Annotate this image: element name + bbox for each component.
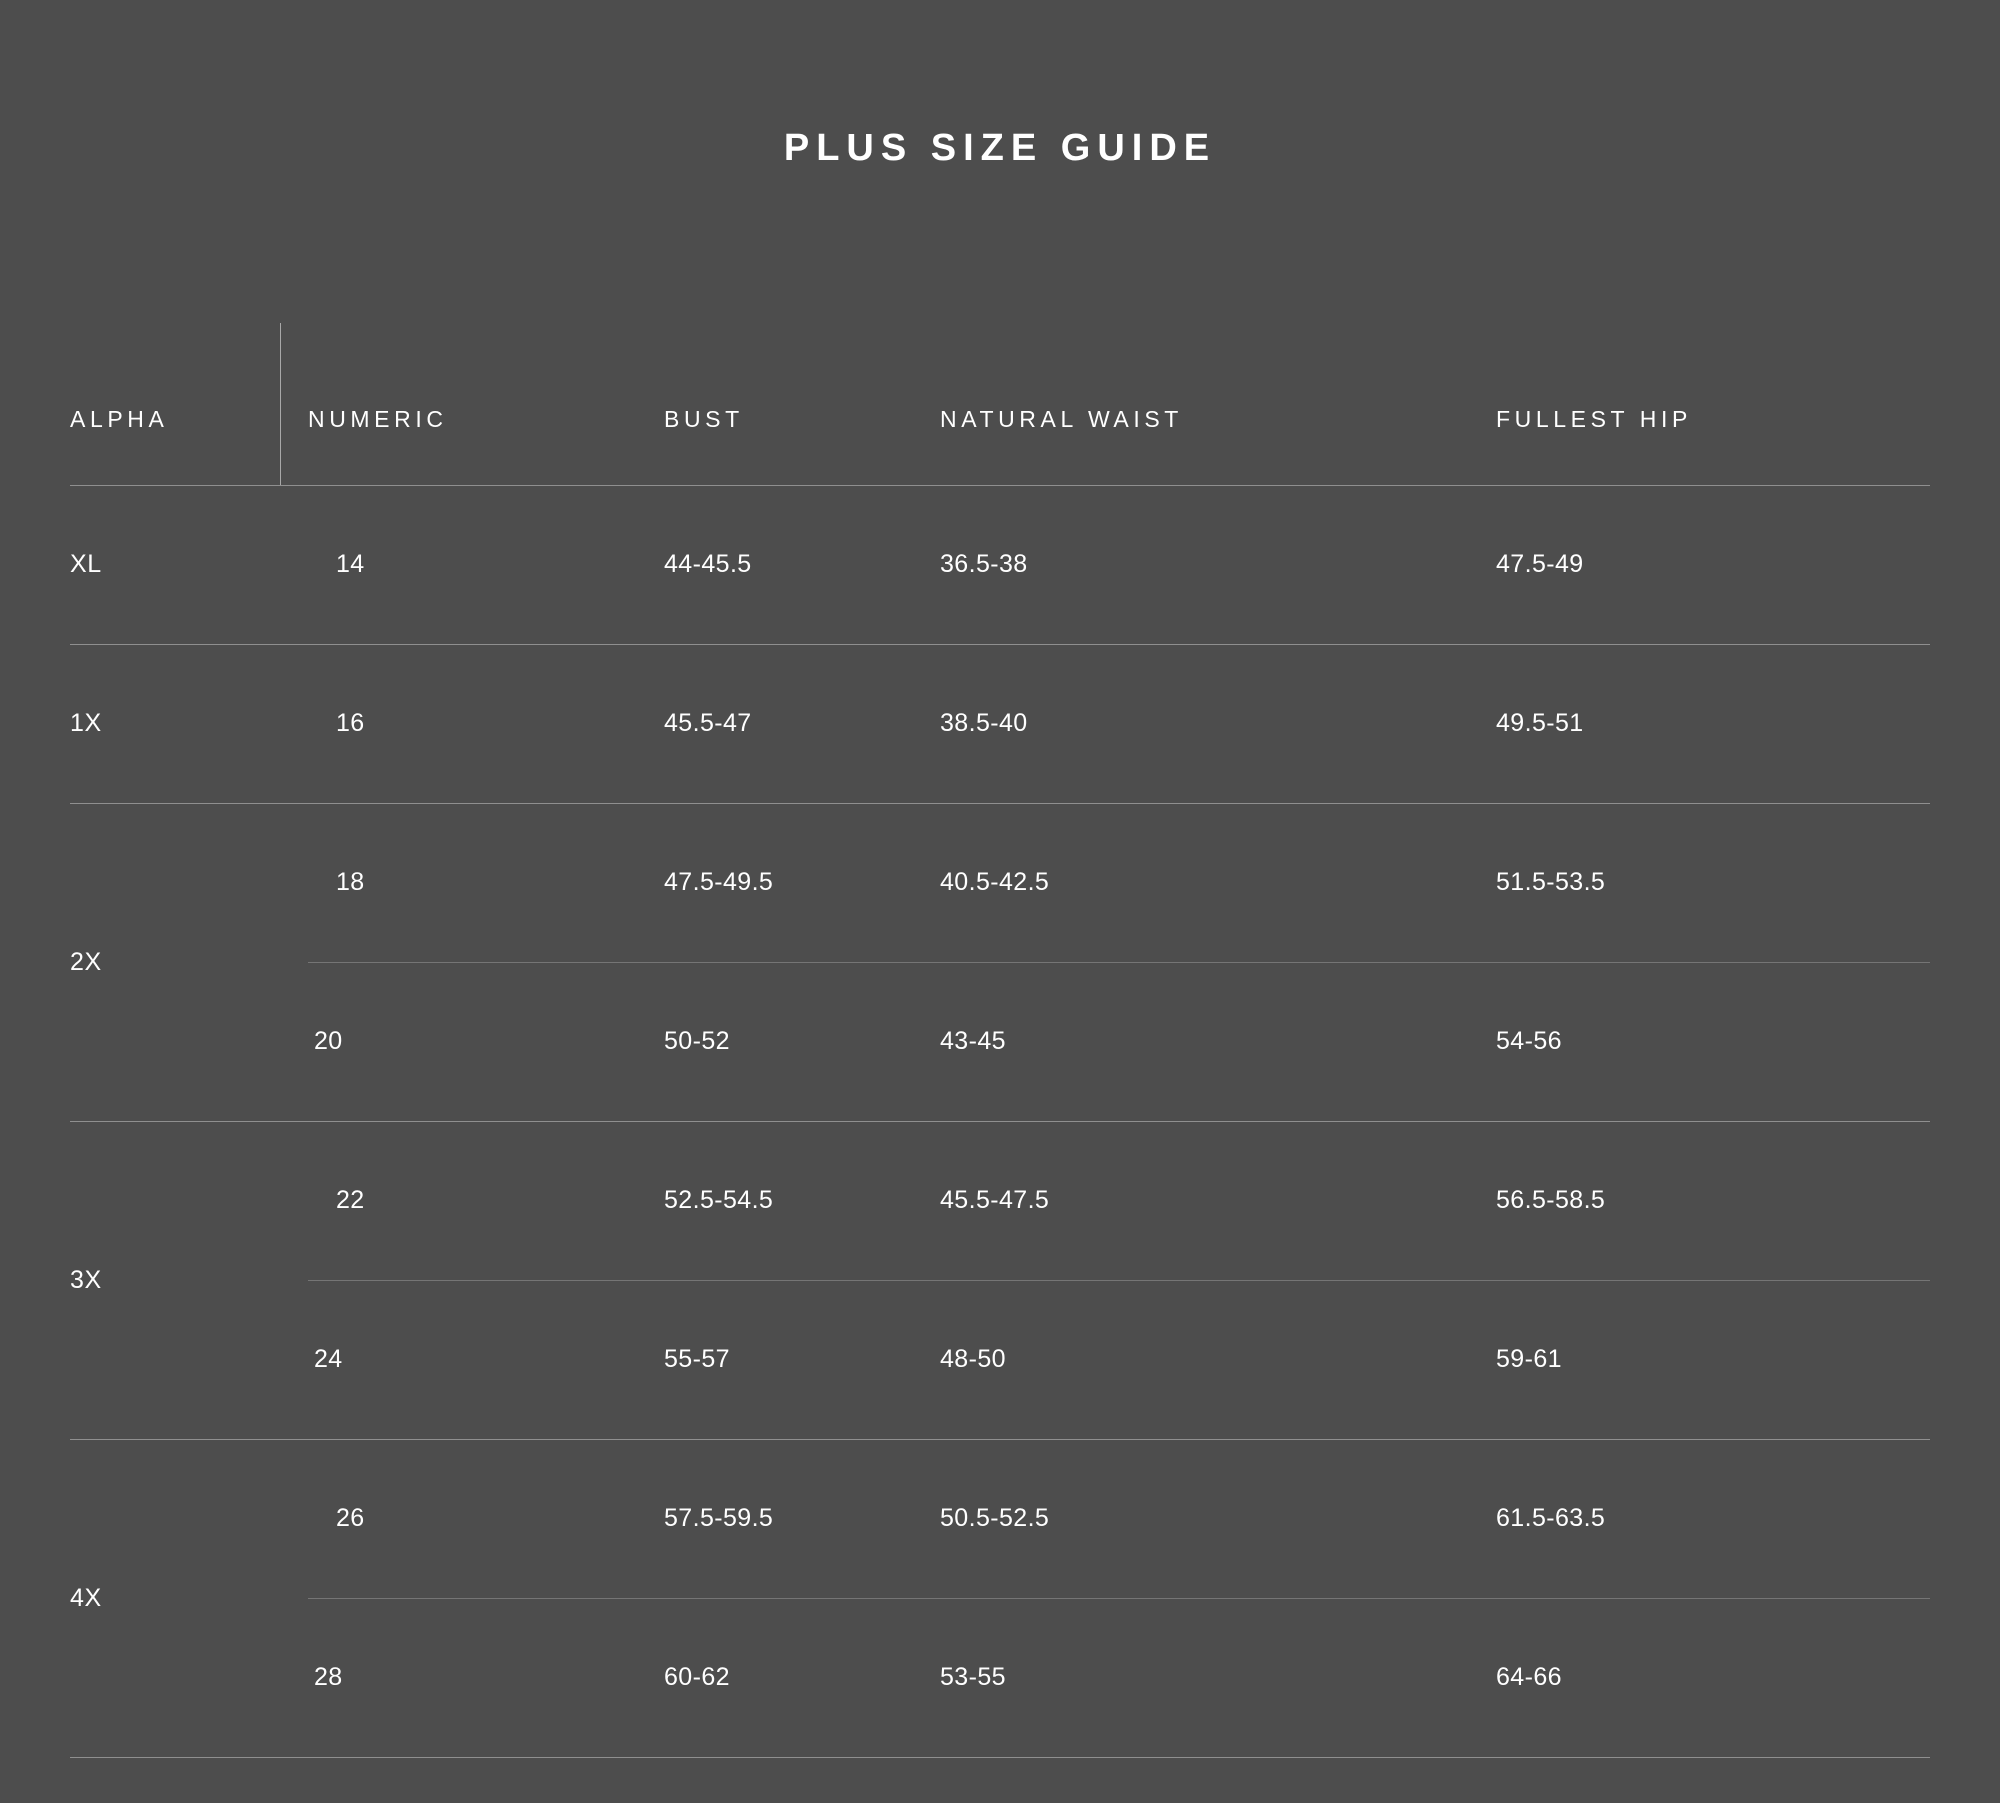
cell-fullest-hip: 47.5-49	[1496, 550, 1584, 579]
table-row	[70, 1280, 1930, 1439]
table-row	[70, 803, 1930, 962]
column-header-fullest-hip: FULLEST HIP	[1496, 405, 1692, 432]
cell-natural-waist: 43-45	[940, 1027, 1006, 1056]
cell-fullest-hip: 59-61	[1496, 1345, 1562, 1374]
cell-natural-waist: 38.5-40	[940, 709, 1028, 738]
cell-bust: 60-62	[664, 1663, 730, 1692]
cell-alpha: 2X	[70, 947, 102, 976]
cell-bust: 52.5-54.5	[664, 1121, 940, 1280]
cell-bust: 44-45.5	[664, 550, 752, 579]
size-chart-container	[70, 193, 1930, 1758]
cell-bust: 57.5-59.5	[664, 1439, 940, 1598]
cell-natural-waist: 50.5-52.5	[940, 1439, 1496, 1598]
cell-alpha: 3X	[70, 1265, 102, 1294]
table-row	[70, 1439, 1930, 1598]
column-header-numeric: NUMERIC	[308, 315, 664, 486]
cell-fullest-hip: 54-56	[1496, 1027, 1562, 1056]
cell-fullest-hip: 61.5-63.5	[1496, 1439, 1930, 1598]
column-header-alpha: ALPHA	[70, 405, 169, 432]
cell-numeric: 24	[314, 1345, 343, 1374]
table-body	[70, 485, 1930, 1757]
plus-size-guide-page	[0, 25, 2000, 1803]
table-header	[70, 315, 1930, 486]
cell-alpha: 4X	[70, 1583, 102, 1612]
cell-numeric: 16	[336, 709, 365, 738]
cell-numeric: 26	[308, 1439, 664, 1598]
cell-alpha: 1X	[70, 709, 102, 738]
table-row	[70, 1598, 1930, 1757]
table-row	[70, 962, 1930, 1121]
cell-bust: 55-57	[664, 1345, 730, 1374]
cell-fullest-hip: 64-66	[1496, 1663, 1562, 1692]
cell-numeric: 22	[308, 1121, 664, 1280]
cell-numeric: 20	[314, 1027, 343, 1056]
column-header-bust: BUST	[664, 405, 744, 432]
cell-natural-waist: 53-55	[940, 1663, 1006, 1692]
cell-fullest-hip: 51.5-53.5	[1496, 803, 1930, 962]
table-row	[70, 485, 1930, 644]
cell-numeric: 14	[336, 550, 365, 579]
cell-alpha: XL	[70, 550, 102, 579]
table-row	[70, 644, 1930, 803]
cell-numeric: 18	[308, 803, 664, 962]
column-header-natural-waist: NATURAL WAIST	[940, 405, 1183, 432]
cell-bust: 50-52	[664, 1027, 730, 1056]
size-chart-table	[70, 315, 1930, 1758]
cell-fullest-hip: 56.5-58.5	[1496, 1121, 1930, 1280]
cell-natural-waist: 40.5-42.5	[940, 803, 1496, 962]
cell-natural-waist: 36.5-38	[940, 550, 1028, 579]
page-title: PLUS SIZE GUIDE	[783, 127, 1217, 170]
cell-bust: 47.5-49.5	[664, 803, 940, 962]
cell-bust: 45.5-47	[664, 709, 752, 738]
cell-natural-waist: 45.5-47.5	[940, 1121, 1496, 1280]
cell-numeric: 28	[314, 1663, 343, 1692]
table-row	[70, 1121, 1930, 1280]
cell-fullest-hip: 49.5-51	[1496, 709, 1584, 738]
cell-natural-waist: 48-50	[940, 1345, 1006, 1374]
table-header-row	[70, 315, 1930, 486]
